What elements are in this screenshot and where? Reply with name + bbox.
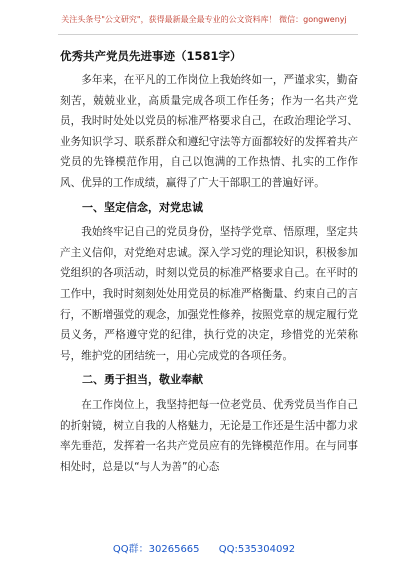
section-heading: 二、勇于担当，敬业奉献 [82,373,203,387]
intro-paragraph: 多年来，在平凡的工作岗位上我始终如一，严谨求实，勤奋刻苦，兢兢业业，高质量完成各项工作任务；作为一名共产党员，我时时处处以党员的标准严格要求自己，在政治理论学习、业务知识学习、联系群众和遵纪守法等方面都较好的发挥着共产党员的先锋模范作用，自己以饱满的工作热情、扎实的工作作风、优异的工作成绩，赢得了广大干部职工的普遍好评。 [60,74,358,189]
footer-qq: QQ:535304092 [218,544,296,555]
header-notice: 关注头条号"公文研究"，获得最新最全最专业的公文资料库！ 微信：gongwenyj [61,15,347,24]
document-title: 优秀共产党员先进事迹（1581字） [60,49,242,63]
section-heading: 一、坚定信念，对党忠诚 [82,200,203,214]
header-divider [58,34,358,35]
section-paragraph: 在工作岗位上，我坚持把每一位老党员、优秀党员当作自己的折射镜，树立自我的人格魅力，无论是工作还是生活中都力求率先垂范，发挥着一名共产党员应有的先锋模范作用。在与同事相处时，总是以“与人为善”的心态 [60,398,358,473]
document-body [60,70,358,477]
section-paragraph: 我始终牢记自己的党员身份，坚持学党章、悟原理，坚定共产主义信仰，对党绝对忠诚。深入学习党的理论知识，积极参加党组织的各项活动，时刻以党员的标准严格要求自己。在平时的工作中，我时时刻刻处处用党员的标准严格衡量、约束自己的言行，不断增强党的观念，加强党性修养，按照党章的规定履行党员义务，严格遵守党的纪律，执行党的决定，珍惜党的光荣称号，维护党的团结统一，用心完成党的各项任务。 [60,226,358,362]
footer-contact [0,540,408,555]
footer-qq-group: QQ群：30265665 [112,544,200,555]
